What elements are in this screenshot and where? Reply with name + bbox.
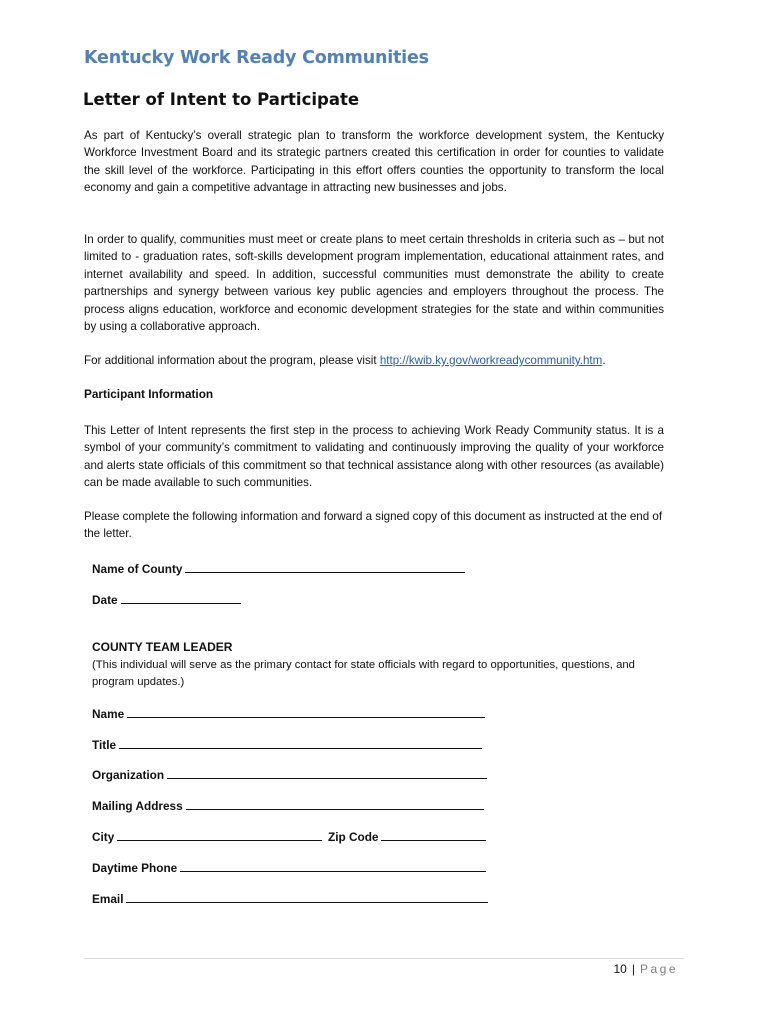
- email-field: [92, 890, 488, 906]
- county-field: [92, 560, 465, 576]
- page-footer: [613, 962, 678, 976]
- brand-title: Kentucky Work Ready Communities: [84, 48, 429, 68]
- team-leader-heading: COUNTY TEAM LEADER: [92, 640, 233, 654]
- city-label: City: [92, 830, 115, 844]
- daytime-phone-label: Daytime Phone: [92, 861, 178, 875]
- city-field: [92, 828, 322, 844]
- county-input-line[interactable]: [185, 560, 465, 573]
- name-label: Name: [92, 707, 125, 721]
- organization-label: Organization: [92, 768, 165, 782]
- email-label: Email: [92, 892, 124, 906]
- mailing-address-input-line[interactable]: [186, 797, 484, 810]
- title-field: [92, 736, 482, 752]
- qualify-paragraph: In order to qualify, communities must meet or create plans to meet certain thresholds in criteria such as – but not limited to - graduation rates, soft-skills development program implementation, educational attainment rates, and internet availability and speed. In addition, successful communities must demonstrate the ability to create partnerships and synergy between various key public agencies and employers throughout the process. The process aligns education, workforce and economic development strategies for the state and within communities by using a collaborative approach.: [84, 233, 664, 334]
- date-input-line[interactable]: [121, 591, 241, 604]
- date-label: Date: [92, 593, 118, 607]
- info-end: .: [602, 354, 606, 367]
- intro-paragraph: As part of Kentucky’s overall strategic plan to transform the workforce development system, the Kentucky Workforce Investment Board and its strategic partners created this certification in order for counties to validate the skill level of the workforce. Participating in this effort offers counties the opportunity to transform the local economy and gain a competitive advantage in attracting new businesses and jobs.: [84, 129, 664, 195]
- organization-field: [92, 766, 487, 782]
- team-leader-note: (This individual will serve as the primary contact for state officials with regard to opportunities, questions, and program updates.): [92, 659, 635, 688]
- letter-purpose-paragraph: This Letter of Intent represents the first step in the process to achieving Work Ready Community status. It is a symbol of your community’s commitment to validating and continuously improving the quality of your workforce and alerts state officials of this commitment so that technical assistance along with other resources (as available) can be made available to such communities.: [84, 424, 664, 490]
- program-link[interactable]: http://kwib.ky.gov/workreadycommunity.htm: [379, 354, 603, 367]
- city-input-line[interactable]: [117, 828, 322, 841]
- participant-info-heading: Participant Information: [84, 387, 214, 401]
- zip-code-label: Zip Code: [328, 830, 379, 844]
- info-text: For additional information about the program, please visit: [84, 354, 380, 367]
- mailing-address-field: [92, 797, 484, 813]
- info-paragraph: [84, 352, 664, 369]
- date-field: [92, 591, 241, 607]
- email-input-line[interactable]: [126, 890, 488, 903]
- name-input-line[interactable]: [127, 705, 485, 718]
- page-title: Letter of Intent to Participate: [83, 90, 360, 109]
- county-label: Name of County: [92, 562, 183, 576]
- zip-code-input-line[interactable]: [381, 828, 486, 841]
- title-input-line[interactable]: [119, 736, 482, 749]
- organization-input-line[interactable]: [167, 766, 487, 779]
- daytime-phone-field: [92, 859, 486, 875]
- footer-separator: |: [631, 962, 635, 976]
- daytime-phone-input-line[interactable]: [180, 859, 486, 872]
- mailing-address-label: Mailing Address: [92, 799, 183, 813]
- zip-code-field: [328, 828, 486, 844]
- name-field: [92, 705, 485, 721]
- title-label: Title: [92, 738, 117, 752]
- page-word: Page: [639, 962, 678, 976]
- page-number: 10: [613, 962, 627, 976]
- footer-divider: [84, 958, 684, 959]
- instructions-paragraph: Please complete the following information and forward a signed copy of this document as instructed at the end of the letter.: [84, 510, 663, 541]
